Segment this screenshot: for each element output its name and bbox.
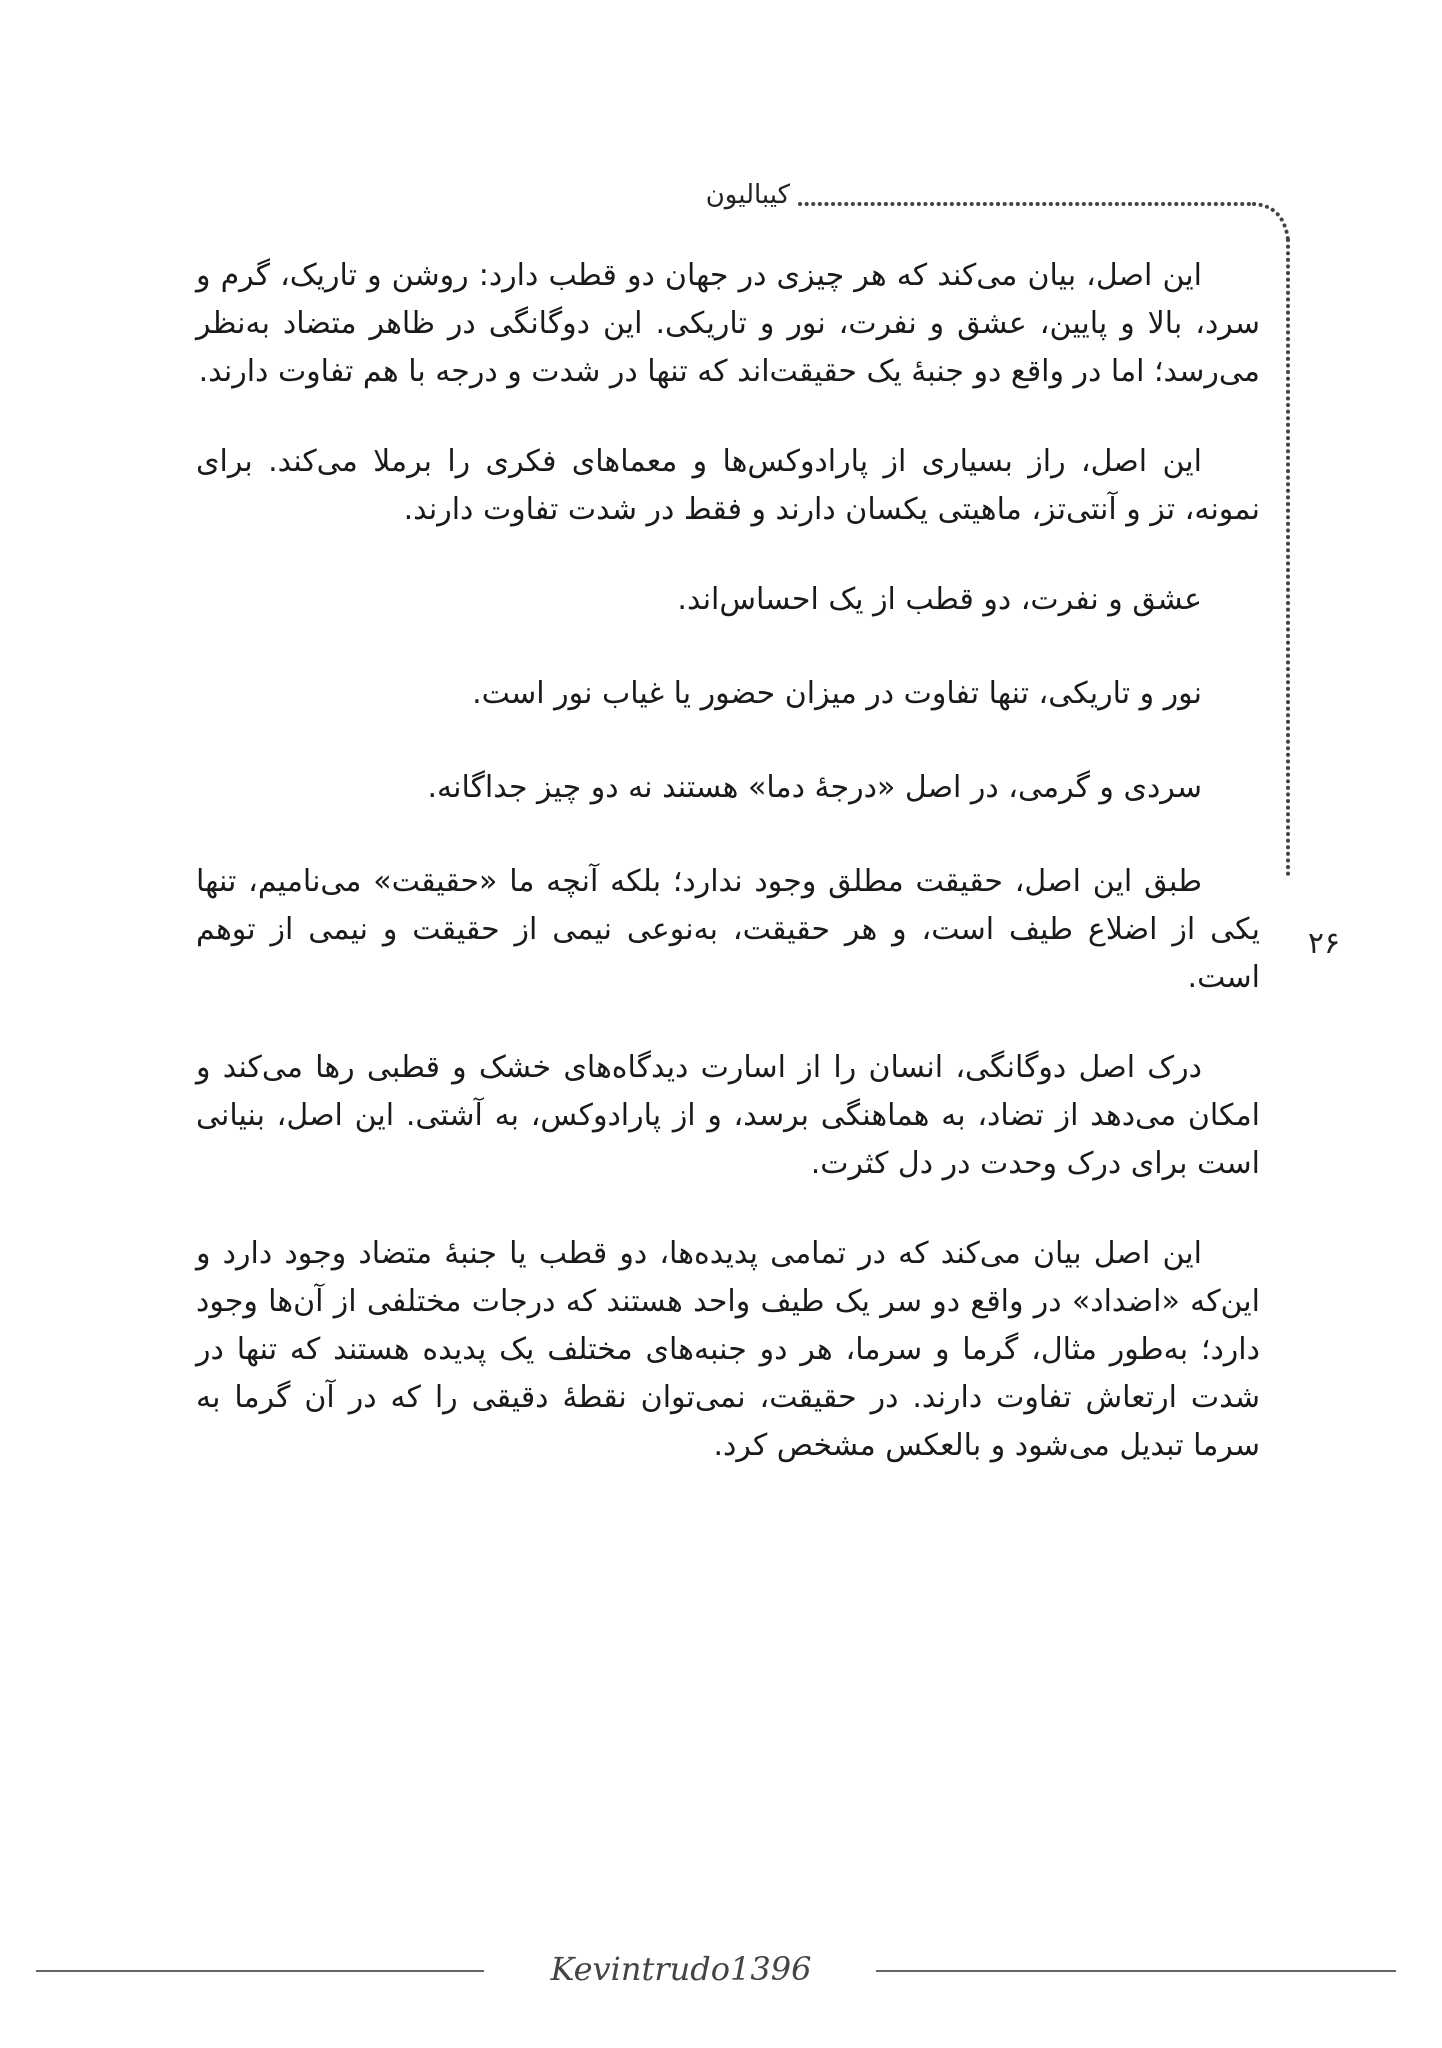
paragraph: این اصل بیان می‌کند که در تمامی پدیده‌ها، دو قطب یا جنبهٔ متضاد وجود دارد و این‌که «اضداد» در واقع دو سر یک طیف واحد هستند که درجات مختلفی از آن‌ها وجود دارد؛ به‌طور مثال، گرما و سرما، هر دو جنبه‌های مختلف یک پدیده هستند که تنها در شدت ارتعاش تفاوت دارند. در حقیقت، نمی‌توان نقطهٔ دقیقی را که در آن گرما به سرما تبدیل می‌شود و بالعکس مشخص کرد.	[196, 1236, 1260, 1463]
paragraph: نور و تاریکی، تنها تفاوت در میزان حضور یا غیاب نور است.	[472, 676, 1202, 711]
paragraph: سردی و گرمی، در اصل «درجهٔ دما» هستند نه دو چیز جداگانه.	[427, 770, 1202, 805]
page-number: ۲۶	[1307, 926, 1341, 961]
paragraph: این اصل، راز بسیاری از پارادوکس‌ها و معماهای فکری را برملا می‌کند. برای نمونه، تز و آنتی‌تز، ماهیتی یکسان دارند و فقط در شدت تفاوت دارند.	[196, 444, 1260, 527]
footer-rule-left	[36, 1970, 484, 1972]
running-header-title: کیبالیون	[705, 180, 790, 210]
footer-rule-right	[876, 1970, 1396, 1972]
paragraph: طبق این اصل، حقیقت مطلق وجود ندارد؛ بلکه آنچه ما «حقیقت» می‌نامیم، تنها یکی از اضلاع طیف است، و هر حقیقت، به‌نوعی نیمی از حقیقت و نیمی از توهم است.	[196, 864, 1260, 995]
body-text	[196, 252, 1260, 1512]
paragraph: عشق و نفرت، دو قطب از یک احساس‌اند.	[677, 582, 1202, 617]
paragraph: این اصل، بیان می‌کند که هر چیزی در جهان دو قطب دارد: روشن و تاریک، گرم و سرد، بالا و پایین، عشق و نفرت، نور و تاریکی. این دوگانگی در ظاهر متضاد به‌نظر می‌رسد؛ اما در واقع دو جنبهٔ یک حقیقت‌اند که تنها در شدت و درجه با هم تفاوت دارند.	[196, 258, 1260, 389]
footer-signature: Kevintrudo1396	[550, 1950, 812, 1988]
paragraph: درک اصل دوگانگی، انسان را از اسارت دیدگاه‌های خشک و قطبی رها می‌کند و امکان می‌دهد از تضاد، به هماهنگی برسد، و از پارادوکس، به آشتی. این اصل، بنیانی است برای درک وحدت در دل کثرت.	[196, 1050, 1260, 1181]
frame-corner	[1254, 204, 1288, 240]
